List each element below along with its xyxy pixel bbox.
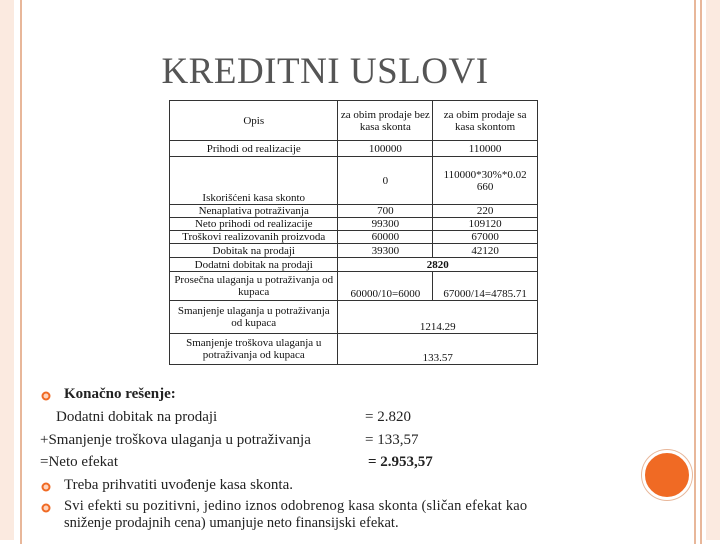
table-cell: 700 bbox=[338, 205, 433, 218]
table-cell: 42120 bbox=[433, 244, 538, 258]
table-header-cell: Opis bbox=[170, 101, 338, 141]
table-cell: 2820 bbox=[338, 258, 538, 272]
table-cell: 99300 bbox=[338, 218, 433, 231]
credit-terms-table bbox=[169, 100, 538, 365]
bullet-icon bbox=[41, 391, 51, 401]
table-cell: 0 bbox=[338, 157, 433, 205]
table-header-cell: za obim prodaje sa kasa skontom bbox=[433, 101, 538, 141]
table-cell: Prosečna ulaganja u potraživanja od kupaca bbox=[170, 272, 338, 301]
table-cell: Neto prihodi od realizacije bbox=[170, 218, 338, 231]
table-cell: 100000 bbox=[338, 141, 433, 157]
bullet-icon bbox=[41, 482, 51, 492]
table-cell: Smanjenje troškova ulaganja u potraživanja od kupaca bbox=[170, 334, 338, 365]
solution-heading: Konačno rešenje: bbox=[64, 386, 176, 402]
accent-circle bbox=[642, 450, 692, 500]
slide-title: KREDITNI USLOVI bbox=[161, 51, 489, 92]
table-cell: 67000 bbox=[433, 231, 538, 244]
line3-label: =Neto efekat bbox=[40, 454, 119, 470]
slide-frame-right-bar bbox=[706, 0, 720, 540]
table-cell: 133.57 bbox=[338, 334, 538, 365]
table-cell: 1214.29 bbox=[338, 301, 538, 334]
line2-label: +Smanjenje troškova ulaganja u potraživanja bbox=[40, 432, 311, 448]
table-cell: Iskorišćeni kasa skonto bbox=[170, 157, 338, 205]
table-cell: Troškovi realizovanih proizvoda bbox=[170, 231, 338, 244]
table-header-cell: za obim prodaje bez kasa skonta bbox=[338, 101, 433, 141]
bullet3-text-line2: sniženje prodajnih cena) umanjuje neto finansijski efekat. bbox=[64, 515, 399, 531]
bullet-icon bbox=[41, 503, 51, 513]
table-cell: Nenaplativa potraživanja bbox=[170, 205, 338, 218]
table-cell: Dobitak na prodaji bbox=[170, 244, 338, 258]
slide-frame-inner-right bbox=[694, 0, 696, 544]
table-cell: 39300 bbox=[338, 244, 433, 258]
table-cell: 60000 bbox=[338, 231, 433, 244]
table-cell: 67000/14=4785.71 bbox=[433, 272, 538, 301]
line2-value: = 133,57 bbox=[365, 432, 419, 448]
slide-frame-inner-right2 bbox=[700, 0, 702, 544]
table-cell: 109120 bbox=[433, 218, 538, 231]
table-cell: Dodatni dobitak na prodaji bbox=[170, 258, 338, 272]
table-cell: 110000 bbox=[433, 141, 538, 157]
table-cell: 60000/10=6000 bbox=[338, 272, 433, 301]
table-cell: Prihodi od realizacije bbox=[170, 141, 338, 157]
line1-label: Dodatni dobitak na prodaji bbox=[56, 409, 218, 425]
table-cell: 220 bbox=[433, 205, 538, 218]
bullet3-text-line1: Svi efekti su pozitivni, jedino iznos odobrenog kasa skonta (sličan efekat kao bbox=[64, 498, 528, 514]
bullet2-text: Treba prihvatiti uvođenje kasa skonta. bbox=[64, 477, 293, 493]
line3-value: = 2.953,57 bbox=[368, 454, 433, 470]
table-cell: 110000*30%*0.02 660 bbox=[433, 157, 538, 205]
line1-value: = 2.820 bbox=[365, 409, 411, 425]
table-cell: Smanjenje ulaganja u potraživanja od kupaca bbox=[170, 301, 338, 334]
